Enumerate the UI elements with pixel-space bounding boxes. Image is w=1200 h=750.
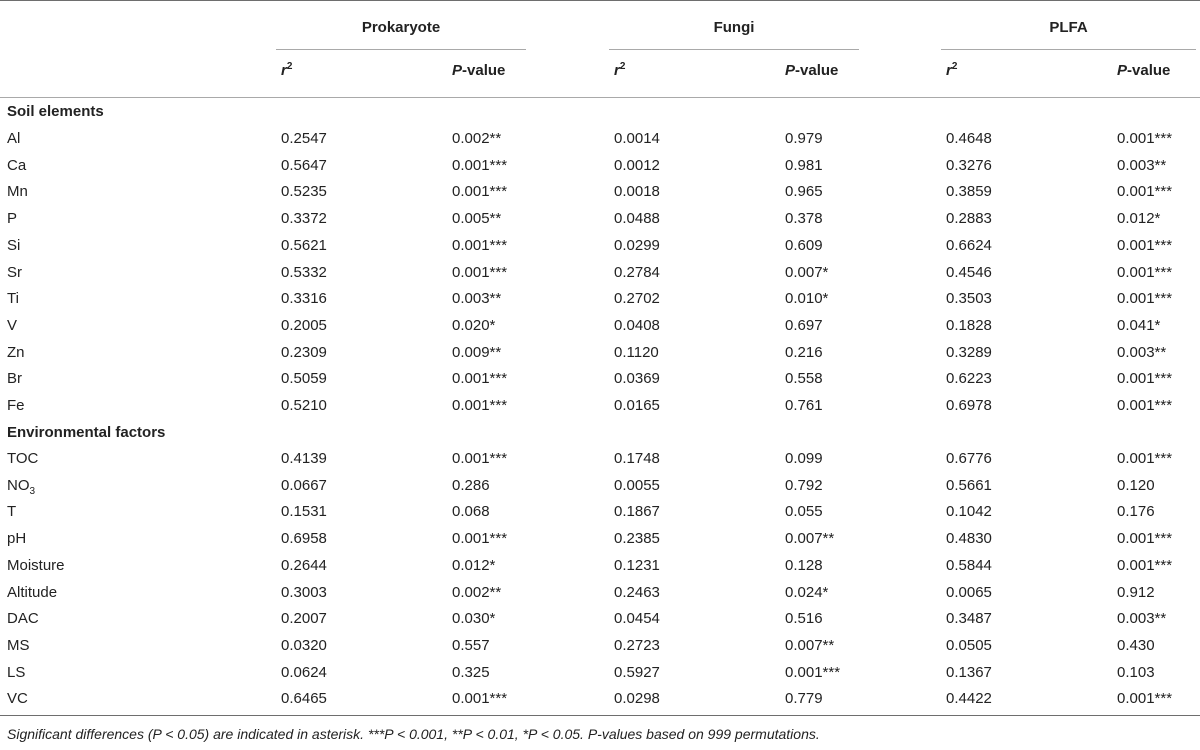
cell-plfa-pvalue: 0.176 [1117, 503, 1155, 521]
cell-fungi-pvalue: 0.981 [785, 156, 823, 174]
row-label: DAC [7, 610, 39, 628]
cell-prokaryote-r2: 0.4139 [281, 450, 327, 467]
cell-prokaryote-pvalue: 0.020* [452, 316, 496, 334]
cell-plfa-r2: 0.3859 [946, 183, 992, 201]
cell-fungi-pvalue: 0.010* [785, 290, 829, 308]
cell-prokaryote-r2: 0.2007 [281, 610, 327, 628]
cell-fungi-pvalue: 0.979 [785, 130, 823, 147]
cell-fungi-pvalue: 0.697 [785, 316, 823, 334]
cell-plfa-r2: 0.6978 [946, 397, 992, 414]
bottom-rule [0, 715, 1200, 716]
table-row [0, 261, 1200, 285]
cell-fungi-r2: 0.0018 [614, 183, 660, 201]
cell-plfa-pvalue: 0.003** [1117, 610, 1167, 628]
cell-plfa-pvalue: 0.001*** [1117, 370, 1173, 388]
cell-plfa-pvalue: 0.430 [1117, 636, 1155, 654]
cell-fungi-r2: 0.2463 [614, 583, 660, 601]
header-rule [0, 97, 1200, 98]
cell-prokaryote-pvalue: 0.001*** [452, 183, 508, 201]
cell-prokaryote-r2: 0.5059 [281, 370, 327, 388]
table-row [0, 314, 1200, 338]
cell-fungi-pvalue: 0.099 [785, 450, 823, 467]
cell-plfa-pvalue: 0.012* [1117, 210, 1161, 228]
cell-plfa-pvalue: 0.001*** [1117, 450, 1173, 467]
cell-fungi-r2: 0.0014 [614, 130, 660, 147]
cell-fungi-r2: 0.1231 [614, 556, 660, 574]
cell-prokaryote-r2: 0.5647 [281, 156, 327, 174]
cell-plfa-pvalue: 0.001*** [1117, 556, 1173, 574]
cell-prokaryote-pvalue: 0.325 [452, 663, 490, 681]
cell-plfa-pvalue: 0.912 [1117, 583, 1155, 601]
table-row [0, 607, 1200, 631]
table-row [0, 180, 1200, 204]
cell-prokaryote-r2: 0.3003 [281, 583, 327, 601]
cell-fungi-pvalue: 0.024* [785, 583, 829, 601]
cell-fungi-pvalue: 0.609 [785, 236, 823, 254]
group-header-plfa: PLFA [1049, 19, 1088, 36]
cell-plfa-r2: 0.1828 [946, 316, 992, 334]
group-header-prokaryote: Prokaryote [361, 19, 441, 36]
table-row [0, 341, 1200, 365]
cell-prokaryote-pvalue: 0.557 [452, 636, 490, 654]
cell-prokaryote-pvalue: 0.001*** [452, 370, 508, 388]
cell-fungi-r2: 0.1867 [614, 503, 660, 521]
cell-fungi-r2: 0.0012 [614, 156, 660, 174]
cell-plfa-pvalue: 0.001*** [1117, 183, 1173, 201]
row-label: VC [7, 690, 28, 708]
row-label: Zn [7, 343, 25, 361]
cell-plfa-r2: 0.1367 [946, 663, 992, 681]
table-row [0, 554, 1200, 578]
cell-prokaryote-pvalue: 0.001*** [452, 263, 508, 281]
cell-fungi-r2: 0.0454 [614, 610, 660, 628]
cell-plfa-r2: 0.3487 [946, 610, 992, 628]
cell-prokaryote-r2: 0.0320 [281, 636, 327, 654]
cell-fungi-r2: 0.2784 [614, 263, 660, 281]
cell-prokaryote-r2: 0.0667 [281, 476, 327, 494]
cell-prokaryote-pvalue: 0.001*** [452, 236, 508, 254]
top-rule [0, 0, 1200, 1]
table-row [0, 581, 1200, 605]
subheader-plfa-pvalue: P-value [1117, 62, 1171, 79]
cell-prokaryote-pvalue: 0.002** [452, 583, 502, 601]
cell-plfa-pvalue: 0.003** [1117, 343, 1167, 361]
cell-plfa-pvalue: 0.001*** [1117, 397, 1173, 414]
cell-prokaryote-pvalue: 0.005** [452, 210, 502, 228]
cell-prokaryote-r2: 0.5235 [281, 183, 327, 201]
cell-prokaryote-r2: 0.1531 [281, 503, 327, 521]
cell-fungi-pvalue: 0.007** [785, 636, 835, 654]
cell-prokaryote-r2: 0.2005 [281, 316, 327, 334]
cell-fungi-r2: 0.1120 [614, 343, 659, 361]
table-row [0, 127, 1200, 151]
row-label: $NO_3$ [7, 476, 36, 497]
cell-fungi-r2: 0.2723 [614, 636, 660, 654]
row-label: Altitude [7, 583, 58, 601]
row-label: pH [7, 530, 27, 548]
cell-prokaryote-pvalue: 0.009** [452, 343, 502, 361]
row-label: Sr [7, 263, 22, 281]
cell-prokaryote-pvalue: 0.001*** [452, 450, 508, 467]
section-title-environmental-factors: Environmental factors [7, 424, 166, 441]
cell-plfa-r2: 0.5661 [946, 476, 992, 494]
cell-plfa-pvalue: 0.041* [1117, 316, 1161, 334]
cell-plfa-r2: 0.4830 [946, 530, 992, 548]
cell-plfa-r2: 0.0065 [946, 583, 992, 601]
cell-plfa-pvalue: 0.001*** [1117, 130, 1173, 147]
cell-plfa-pvalue: 0.001*** [1117, 690, 1173, 708]
table-row [0, 367, 1200, 391]
table-row [0, 634, 1200, 658]
table-row [0, 500, 1200, 524]
cell-plfa-r2: 0.0505 [946, 636, 992, 654]
cell-fungi-pvalue: 0.007** [785, 530, 835, 548]
cell-prokaryote-pvalue: 0.286 [452, 476, 490, 494]
row-label: Br [7, 370, 22, 388]
cell-prokaryote-pvalue: 0.001*** [452, 530, 508, 548]
cell-fungi-r2: 0.0488 [614, 210, 660, 228]
cell-fungi-pvalue: 0.761 [785, 397, 823, 414]
cell-prokaryote-r2: 0.6958 [281, 530, 327, 548]
table-row [0, 234, 1200, 258]
cell-plfa-r2: 0.3289 [946, 343, 992, 361]
row-label: Mn [7, 183, 28, 201]
group-underline-prokaryote [276, 49, 526, 50]
cell-prokaryote-pvalue: 0.030* [452, 610, 496, 628]
cell-prokaryote-pvalue: 0.001*** [452, 156, 508, 174]
cell-fungi-r2: 0.1748 [614, 450, 660, 467]
cell-fungi-pvalue: 0.558 [785, 370, 823, 388]
row-label: T [7, 503, 17, 521]
cell-prokaryote-r2: 0.5210 [281, 397, 327, 414]
cell-fungi-pvalue: 0.792 [785, 476, 823, 494]
row-label: P [7, 210, 18, 228]
cell-plfa-pvalue: 0.120 [1117, 476, 1155, 494]
cell-plfa-r2: 0.6223 [946, 370, 992, 388]
subheader-fungi-r2: $r^2$ [614, 61, 626, 79]
cell-prokaryote-pvalue: 0.001*** [452, 397, 508, 414]
cell-fungi-r2: 0.0299 [614, 236, 660, 254]
cell-fungi-r2: 0.0298 [614, 690, 660, 708]
row-label: TOC [7, 450, 39, 467]
row-label: Moisture [7, 556, 65, 574]
cell-plfa-r2: 0.3276 [946, 156, 992, 174]
table-row [0, 447, 1200, 471]
cell-prokaryote-pvalue: 0.068 [452, 503, 490, 521]
table-row [0, 287, 1200, 311]
cell-fungi-r2: 0.2385 [614, 530, 660, 548]
cell-plfa-r2: 0.5844 [946, 556, 992, 574]
table-row [0, 394, 1200, 418]
cell-prokaryote-pvalue: 0.002** [452, 130, 502, 147]
cell-plfa-pvalue: 0.001*** [1117, 263, 1173, 281]
group-underline-fungi [609, 49, 859, 50]
cell-fungi-r2: 0.0369 [614, 370, 660, 388]
row-label: Ca [7, 156, 27, 174]
table-row [0, 661, 1200, 685]
cell-plfa-pvalue: 0.001*** [1117, 236, 1173, 254]
cell-plfa-r2: 0.6624 [946, 236, 992, 254]
cell-plfa-r2: 0.4648 [946, 130, 992, 147]
group-header-fungi: Fungi [713, 19, 755, 36]
cell-fungi-r2: 0.2702 [614, 290, 660, 308]
cell-prokaryote-r2: 0.2547 [281, 130, 327, 147]
cell-fungi-r2: 0.0165 [614, 397, 660, 414]
group-underline-plfa [941, 49, 1196, 50]
cell-fungi-pvalue: 0.128 [785, 556, 823, 574]
cell-plfa-r2: 0.1042 [946, 503, 992, 521]
cell-prokaryote-pvalue: 0.003** [452, 290, 502, 308]
table-row [0, 474, 1200, 498]
cell-prokaryote-r2: 0.2644 [281, 556, 327, 574]
cell-plfa-pvalue: 0.001*** [1117, 530, 1173, 548]
cell-fungi-pvalue: 0.965 [785, 183, 823, 201]
row-label: Si [7, 236, 21, 254]
cell-fungi-r2: 0.0055 [614, 476, 660, 494]
footnote: Significant differences (P < 0.05) are indicated in asterisk. ***P < 0.001, **P < 0.01, *P < 0.05. P-values based on 999 permutations. [7, 726, 820, 742]
table-row [0, 154, 1200, 178]
cell-fungi-pvalue: 0.001*** [785, 663, 841, 681]
cell-fungi-r2: 0.0408 [614, 316, 660, 334]
cell-prokaryote-r2: 0.5621 [281, 236, 327, 254]
cell-fungi-pvalue: 0.216 [785, 343, 823, 361]
cell-plfa-r2: 0.3503 [946, 290, 992, 308]
cell-fungi-r2: 0.5927 [614, 663, 660, 681]
cell-prokaryote-r2: 0.3372 [281, 210, 327, 228]
row-label: MS [7, 636, 30, 654]
row-label: LS [7, 663, 26, 681]
cell-prokaryote-r2: 0.5332 [281, 263, 327, 281]
cell-plfa-r2: 0.4422 [946, 690, 992, 708]
row-label: Fe [7, 397, 25, 414]
subheader-fungi-pvalue: P-value [785, 62, 839, 79]
cell-fungi-pvalue: 0.779 [785, 690, 823, 708]
cell-fungi-pvalue: 0.055 [785, 503, 823, 521]
subheader-prokaryote-pvalue: P-value [452, 62, 506, 79]
row-label: Al [7, 130, 21, 147]
cell-prokaryote-pvalue: 0.012* [452, 556, 496, 574]
cell-prokaryote-r2: 0.6465 [281, 690, 327, 708]
cell-fungi-pvalue: 0.516 [785, 610, 823, 628]
row-label: Ti [7, 290, 19, 308]
cell-plfa-r2: 0.2883 [946, 210, 992, 228]
cell-fungi-pvalue: 0.007* [785, 263, 829, 281]
table-row [0, 687, 1200, 711]
table-row [0, 527, 1200, 551]
subheader-plfa-r2: $r^2$ [946, 61, 958, 79]
cell-plfa-pvalue: 0.003** [1117, 156, 1167, 174]
subheader-prokaryote-r2: $r^2$ [281, 61, 293, 79]
row-label: V [7, 316, 18, 334]
cell-plfa-pvalue: 0.103 [1117, 663, 1155, 681]
cell-plfa-pvalue: 0.001*** [1117, 290, 1173, 308]
cell-plfa-r2: 0.4546 [946, 263, 992, 281]
cell-fungi-pvalue: 0.378 [785, 210, 823, 228]
cell-prokaryote-r2: 0.3316 [281, 290, 327, 308]
section-title-soil-elements: Soil elements [7, 103, 104, 120]
table-row [0, 207, 1200, 231]
cell-prokaryote-r2: 0.2309 [281, 343, 327, 361]
cell-plfa-r2: 0.6776 [946, 450, 992, 467]
cell-prokaryote-r2: 0.0624 [281, 663, 327, 681]
cell-prokaryote-pvalue: 0.001*** [452, 690, 508, 708]
